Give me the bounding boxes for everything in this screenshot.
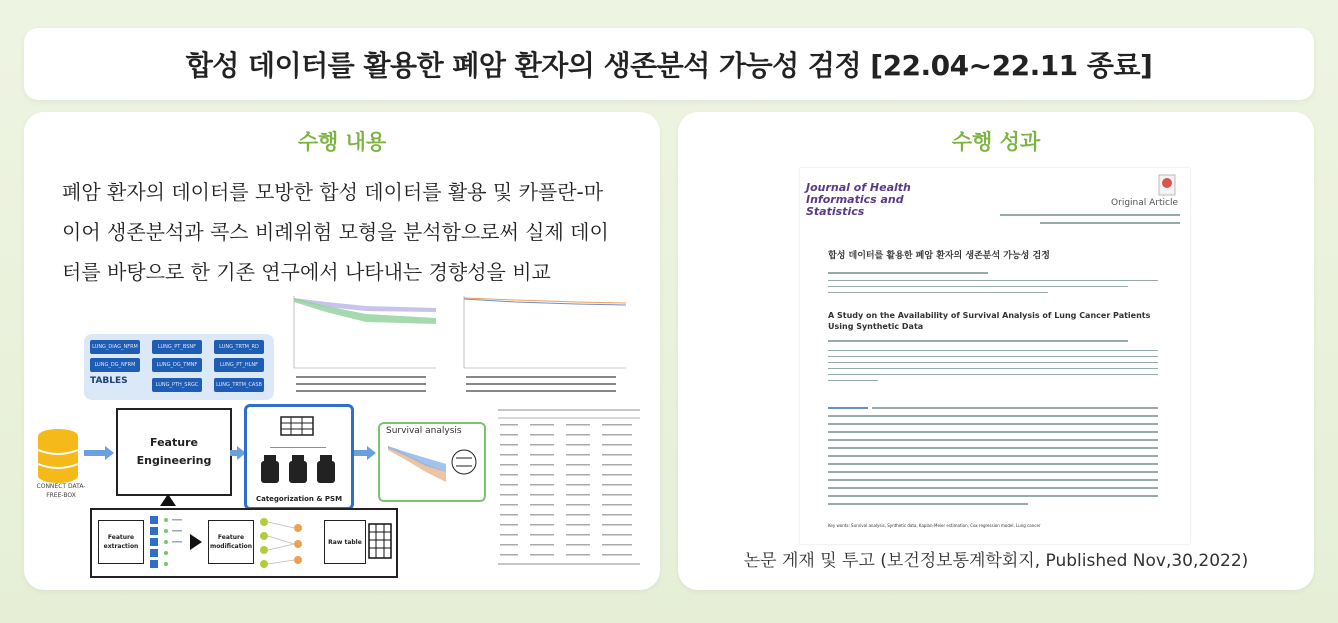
raw-table-grid-icon — [368, 520, 392, 562]
right-panel — [678, 112, 1314, 590]
categorization-box — [244, 404, 354, 510]
results-table-thumbnail — [496, 404, 642, 572]
text-line — [828, 439, 1158, 441]
text-line — [1040, 222, 1180, 224]
text-line — [828, 374, 1158, 375]
km-chart-thumbnail-1 — [286, 290, 446, 398]
text-line — [828, 487, 1158, 489]
text-line — [828, 447, 1158, 449]
title-bar — [24, 28, 1314, 100]
text-line — [828, 463, 1158, 465]
text-line — [828, 292, 1048, 293]
text-line — [828, 280, 1158, 281]
text-line — [828, 407, 868, 409]
text-line — [1000, 214, 1180, 216]
text-line — [828, 415, 1158, 417]
paper-thumbnail — [800, 168, 1190, 544]
table-chip: LUNG_PT_HLNF — [214, 358, 264, 372]
text-line — [828, 286, 1128, 287]
page-title: 합성 데이터를 활용한 폐암 환자의 생존분석 가능성 검정 [22.04~22.11 종료] — [185, 49, 1153, 82]
text-line — [828, 362, 1158, 363]
text-line — [828, 350, 1158, 351]
table-chip: LUNG_TRTM_RD — [214, 340, 264, 354]
database-icon — [36, 428, 80, 486]
table-chip: LUNG_PT_BSNF — [152, 340, 202, 354]
survival-mini-chart — [386, 442, 478, 494]
feature-pipeline-box — [90, 508, 398, 578]
feature-engineering-box: Feature Engineering — [116, 408, 232, 496]
categorization-label: Categorization & PSM — [255, 495, 343, 503]
flow-arrow — [354, 450, 368, 456]
flow-arrow — [230, 450, 238, 456]
text-line — [828, 503, 1028, 505]
text-line — [828, 423, 1158, 425]
database-label: CONNECT DATA-FREE-BOX — [36, 483, 86, 499]
feature-modification-box: Feature modification — [208, 520, 254, 564]
text-line — [828, 356, 1158, 357]
arrow-right-icon — [190, 534, 202, 550]
table-chip: LUNG_DIAG_NFRM — [90, 340, 140, 354]
korean-paper-title: 합성 데이터를 활용한 폐암 환자의 생존분석 가능성 검정 — [828, 251, 1050, 261]
text-line — [828, 368, 1158, 369]
up-triangle-icon — [160, 494, 176, 506]
table-chip: LUNG_DG_NFRM — [90, 358, 140, 372]
table-chip: LUNG_TRTM_CASB — [214, 378, 264, 392]
medicine-bottles-icon — [255, 447, 343, 487]
left-panel — [24, 112, 660, 590]
table-chip: LUNG_DG_TMNF — [152, 358, 202, 372]
text-line — [828, 431, 1158, 433]
left-panel-title: 수행 내용 — [297, 130, 387, 154]
english-paper-title: A Study on the Availability of Survival Analysis of Lung Cancer Patients Using Synthetic Data — [828, 311, 1151, 331]
text-line — [828, 272, 988, 274]
raw-table-box: Raw table — [324, 520, 366, 564]
journal-name: Journal of Health Informatics and Statistics — [806, 181, 911, 218]
tables-box — [84, 334, 274, 400]
description-text: 폐암 환자의 데이터를 모방한 합성 데이터를 활용 및 카플란-마이어 생존분석과 콕스 비례위험 모형을 분석함으로써 실제 데이터를 바탕으로 한 기존 연구에서 나타내는 경향성을 비교 — [62, 180, 609, 284]
survival-analysis-box — [378, 422, 486, 502]
km-chart-thumbnail-2 — [456, 290, 632, 398]
journal-seal-icon — [1158, 174, 1176, 196]
publication-caption: 논문 게재 및 투고 (보건정보통계학회지, Published Nov,30,2022) — [743, 551, 1249, 571]
feature-graph-icon — [258, 514, 318, 572]
text-line — [828, 455, 1158, 457]
right-panel-title: 수행 성과 — [951, 130, 1041, 154]
flow-arrow — [84, 450, 106, 456]
tables-label: TABLES — [90, 376, 128, 386]
survival-analysis-label: Survival analysis — [386, 426, 462, 436]
article-type: Original Article — [1111, 198, 1178, 208]
paper-keywords: Key words: Survival analysis, Synthetic data, Kaplan-Meier estimation, Cox regression model, Lung cancer — [828, 523, 1041, 528]
text-line — [828, 340, 1128, 342]
text-line — [828, 479, 1158, 481]
feature-extraction-box: Feature extraction — [98, 520, 144, 564]
text-line — [828, 495, 1158, 497]
tables-column-icon — [148, 514, 184, 572]
text-line — [828, 471, 1158, 473]
text-line — [828, 380, 878, 381]
table-chip: LUNG_PTH_SRGC — [152, 378, 202, 392]
text-line — [872, 407, 1158, 409]
grid-icon — [279, 415, 315, 437]
